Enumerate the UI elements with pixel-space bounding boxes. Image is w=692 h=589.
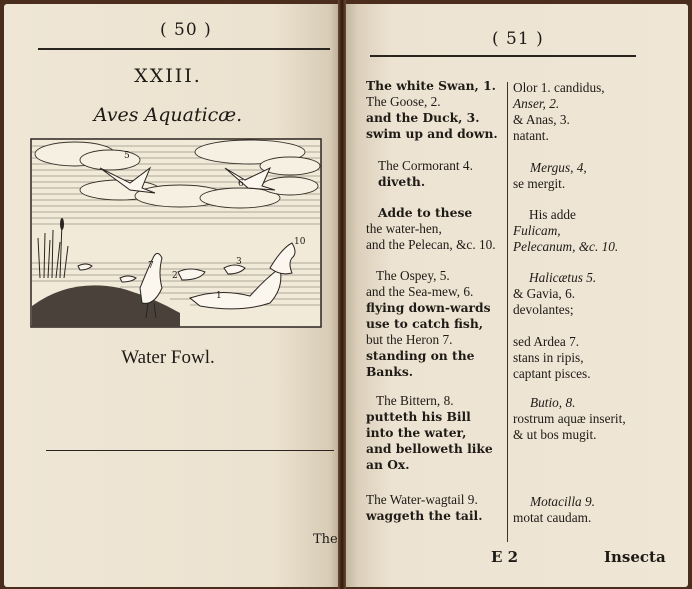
entry-3-en-line-3: and the Pelecan, &c. 10. xyxy=(366,237,496,252)
right-page-number: ( 51 ) xyxy=(492,29,544,49)
engraving-number-7: 7 xyxy=(148,261,154,271)
right-catchword: Insecta xyxy=(604,548,666,566)
entry-4-en-line-7: Banks. xyxy=(366,364,414,379)
engraving-number-3: 3 xyxy=(236,257,242,267)
entry-4-en-line-1: The Ospey, 5. xyxy=(376,268,450,283)
entry-2-en-line-1: The Cormorant 4. xyxy=(378,158,473,173)
entry-6-en-line-2: waggeth the tail. xyxy=(366,508,483,523)
left-bottom-rule xyxy=(46,450,334,451)
entry-1-la-line-3: & Anas, 3. xyxy=(513,112,570,127)
book-gutter xyxy=(338,0,346,589)
latin-title: Aves Aquaticæ. xyxy=(93,104,243,126)
entry-2-en-line-2: diveth. xyxy=(378,174,426,189)
entry-4-la-line-5: stans in ripis, xyxy=(513,350,584,365)
chapter-number: XXIII. xyxy=(134,65,202,87)
left-top-rule xyxy=(38,48,330,50)
left-page-number: ( 50 ) xyxy=(160,20,212,40)
entry-1-en-line-4: swim up and down. xyxy=(366,126,498,141)
entry-3-la-line-1: His adde xyxy=(529,207,576,222)
signature-mark: E 2 xyxy=(491,548,519,566)
entry-4-en-line-5: but the Heron 7. xyxy=(366,332,453,347)
engraving-number-6: 6 xyxy=(238,179,244,189)
entry-6-la-line-2: motat caudam. xyxy=(513,510,592,525)
entry-5-en-line-3: into the water, xyxy=(366,425,467,440)
left-catchword: The xyxy=(313,532,338,547)
entry-4-la-line-4: sed Ardea 7. xyxy=(513,334,580,349)
entry-5-latin xyxy=(513,395,683,443)
entry-1-en-line-3: and the Duck, 3. xyxy=(366,110,480,125)
entry-4-en-line-3: flying down-wards xyxy=(366,300,491,315)
entry-3-en-line-2: the water-hen, xyxy=(366,221,442,236)
entry-5-en-line-5: an Ox. xyxy=(366,457,410,472)
entry-1-latin xyxy=(513,80,683,144)
entry-2-la-line-2: se mergit. xyxy=(513,176,566,191)
entry-2-latin xyxy=(513,160,692,192)
entry-1-la-line-4: natant. xyxy=(513,128,549,143)
entry-1-en-line-1: The white Swan, 1. xyxy=(366,78,496,93)
entry-5-en-line-4: and belloweth like xyxy=(366,441,493,456)
entry-6-en-line-1: The Water-wagtail 9. xyxy=(366,492,478,507)
engraving-number-2: 2 xyxy=(172,271,178,281)
entry-5-la-line-2: rostrum aquæ inserit, xyxy=(513,411,626,426)
engraving-number-1: 1 xyxy=(216,291,222,301)
entry-5-en-line-1: The Bittern, 8. xyxy=(376,393,454,408)
entry-3-latin xyxy=(513,207,683,255)
entry-1-en-line-2: The Goose, 2. xyxy=(366,94,441,109)
entry-4-latin xyxy=(513,270,683,382)
entry-1-la-line-2: Anser, 2. xyxy=(513,96,560,111)
entry-4-la-line-1: Halicætus 5. xyxy=(529,270,597,285)
english-title: Water Fowl. xyxy=(121,347,215,368)
entry-5-english xyxy=(366,393,506,473)
entry-3-english xyxy=(366,205,506,253)
entry-4-en-line-6: standing on the xyxy=(366,348,475,363)
entry-3-la-line-3: Pelecanum, &c. 10. xyxy=(513,239,619,254)
engraving-number-10: 10 xyxy=(294,237,306,247)
column-divider xyxy=(507,82,508,542)
entry-5-la-line-3: & ut bos mugit. xyxy=(513,427,597,442)
entry-5-la-line-1: Butio, 8. xyxy=(530,395,576,410)
entry-3-la-line-2: Fulicam, xyxy=(513,223,561,238)
entry-3-en-line-1: Adde to these xyxy=(378,205,473,220)
entry-1-la-line-1: Olor 1. candidus, xyxy=(513,80,605,95)
entry-4-en-line-2: and the Sea-mew, 6. xyxy=(366,284,474,299)
entry-6-latin xyxy=(513,494,683,526)
water-fowl-engraving xyxy=(30,138,322,328)
right-top-rule xyxy=(370,55,636,57)
entry-1-english xyxy=(366,78,506,142)
entry-4-english xyxy=(366,268,506,380)
entry-6-english xyxy=(366,492,506,524)
engraving-number-5: 5 xyxy=(124,151,130,161)
entry-4-la-line-3: devolantes; xyxy=(513,302,574,317)
entry-4-la-line-2: & Gavia, 6. xyxy=(513,286,576,301)
entry-2-la-line-1: Mergus, 4, xyxy=(530,160,587,175)
entry-4-la-line-6: captant pisces. xyxy=(513,366,591,381)
entry-5-en-line-2: putteth his Bill xyxy=(366,409,471,424)
entry-4-en-line-4: use to catch fish, xyxy=(366,316,484,331)
entry-2-english xyxy=(378,158,518,190)
entry-6-la-line-1: Motacilla 9. xyxy=(530,494,595,509)
